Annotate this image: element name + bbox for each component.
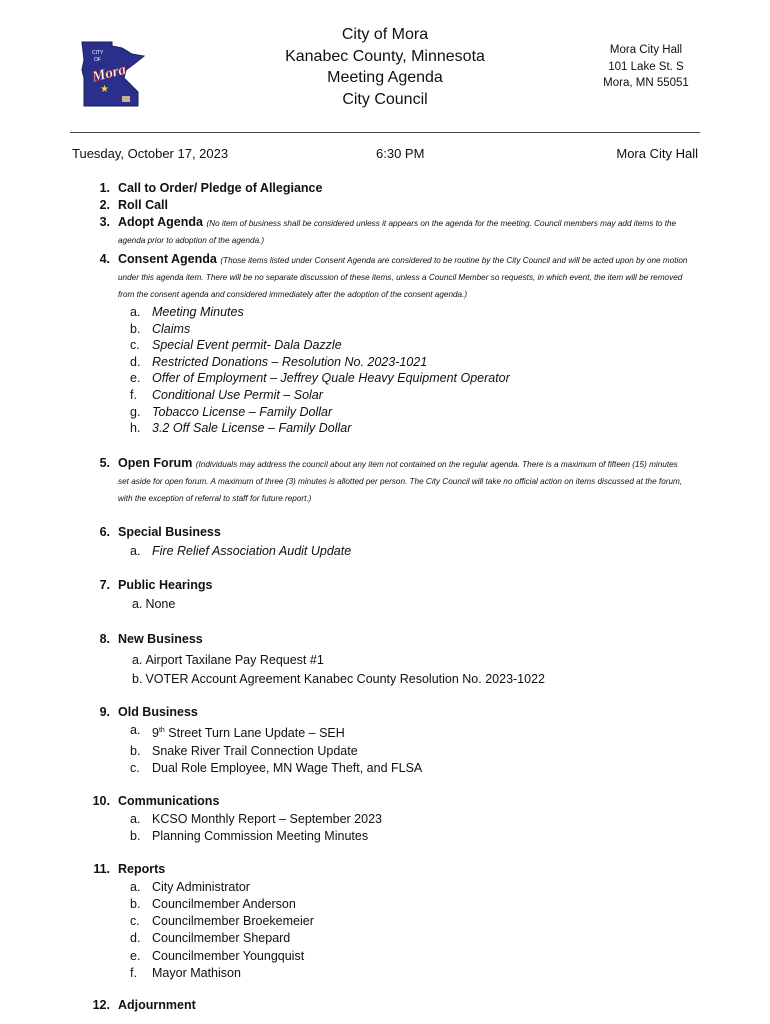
item-number: 10. xyxy=(92,793,110,808)
special-business-sublist xyxy=(118,543,690,560)
agenda-item xyxy=(70,997,690,1014)
item-number: 3. xyxy=(99,215,110,229)
sub-text: Street Turn Lane Update – SEH xyxy=(164,726,345,741)
item-title: New Business xyxy=(118,631,203,646)
sub-item xyxy=(118,760,690,778)
city-hall-address xyxy=(590,42,702,92)
agenda-item xyxy=(70,197,690,214)
meeting-type: Meeting Agenda xyxy=(327,69,443,86)
sub-item xyxy=(118,965,690,982)
communications-sublist xyxy=(118,811,690,846)
sub-letter: f. xyxy=(130,966,137,981)
agenda-item xyxy=(70,214,690,248)
item-number: 9. xyxy=(99,704,110,719)
sub-text: 3.2 Off Sale License – Family Dollar xyxy=(152,421,352,436)
sub-text: None xyxy=(145,597,176,612)
sub-letter: b. xyxy=(130,321,141,336)
sub-text: Claims xyxy=(152,321,191,336)
item-title: Adopt Agenda xyxy=(118,215,203,229)
item-number: 8. xyxy=(99,631,110,646)
sub-letter: a. xyxy=(130,543,141,558)
sub-item xyxy=(118,404,690,421)
sub-letter: c. xyxy=(130,761,140,776)
sub-text: Planning Commission Meeting Minutes xyxy=(152,829,369,844)
item-title: Call to Order/ Pledge of Allegiance xyxy=(118,181,323,195)
item-title: Roll Call xyxy=(118,198,169,212)
reports-sublist xyxy=(118,879,690,983)
sub-text: Offer of Employment – Jeffrey Quale Heavy Equipment Operator xyxy=(152,371,510,386)
agenda-list xyxy=(70,180,690,1014)
sub-letter: b. xyxy=(132,671,143,686)
sub-letter: c. xyxy=(130,914,140,929)
sub-item xyxy=(118,879,690,896)
item-note: (Those items listed under Consent Agenda are considered to be routine by the City Council and will be acted upon by one motion under this agenda item. There will be no separate discussion of these items, unless a Council Member so requests, in which event, the item will be removed from the consent agenda and considered immediately after the adoption of the consent agenda.) xyxy=(118,256,688,299)
sub-text: Tobacco License – Family Dollar xyxy=(152,404,333,419)
item-title: Special Business xyxy=(118,524,221,539)
sub-item xyxy=(118,930,690,947)
new-business-sublist xyxy=(118,651,690,689)
agenda-item xyxy=(70,631,690,689)
sub-letter: a. xyxy=(130,879,141,894)
sub-letter: b. xyxy=(130,743,141,758)
sub-item xyxy=(118,948,690,965)
sub-text: Special Event permit- Dala Dazzle xyxy=(152,338,342,353)
svg-text:Mora: Mora xyxy=(90,61,128,86)
agenda-item xyxy=(70,251,690,437)
item-number: 11. xyxy=(93,861,110,876)
item-note: (Individuals may address the council about any item not contained on the regular agenda. There is a maximum of fifteen (15) minutes set aside for open forum. A maximum of three (3) minutes is allotted per person. The City Council will take no official action on items discussed at the forum, with the exception of referral to staff for future report.) xyxy=(118,459,683,503)
item-title: Old Business xyxy=(118,704,198,719)
sub-text: Snake River Trail Connection Update xyxy=(152,743,358,758)
sub-text: Dual Role Employee, MN Wage Theft, and FLSA xyxy=(152,761,423,776)
agenda-item xyxy=(70,793,690,846)
meeting-title-block xyxy=(250,24,520,110)
item-title: Consent Agenda xyxy=(118,252,217,266)
agenda-item xyxy=(70,455,690,506)
sub-text: Restricted Donations – Resolution No. 2023-1021 xyxy=(152,354,428,369)
item-title: Public Hearings xyxy=(118,578,213,593)
header-divider xyxy=(70,132,700,133)
public-hearings-sublist xyxy=(118,596,690,613)
sub-item xyxy=(118,896,690,913)
address-line: Mora City Hall xyxy=(609,44,683,56)
agenda-item xyxy=(70,577,690,613)
sub-item xyxy=(118,321,690,338)
sub-text: City Administrator xyxy=(152,879,250,894)
sub-letter: f. xyxy=(130,387,137,402)
item-title: Open Forum xyxy=(118,455,193,470)
sub-text: VOTER Account Agreement Kanabec County Resolution No. 2023-1022 xyxy=(145,671,545,686)
agenda-item xyxy=(70,704,690,778)
sub-item xyxy=(118,596,690,613)
sub-text: Mayor Mathison xyxy=(152,966,241,981)
address-line: 101 Lake St. S xyxy=(608,60,684,73)
agenda-item xyxy=(70,524,690,560)
sub-text: Meeting Minutes xyxy=(152,305,244,319)
sub-item xyxy=(118,651,690,670)
item-number: 4. xyxy=(99,252,110,266)
item-number: 6. xyxy=(99,524,110,539)
sub-text: Airport Taxilane Pay Request #1 xyxy=(145,652,324,667)
sub-item xyxy=(118,387,690,404)
sub-item xyxy=(118,354,690,371)
sub-letter: d. xyxy=(130,354,141,369)
item-number: 2. xyxy=(99,198,110,212)
consent-sublist xyxy=(118,304,690,437)
sub-letter: a. xyxy=(130,811,141,826)
sub-letter: c. xyxy=(130,338,140,353)
sub-item xyxy=(118,722,690,743)
sub-item xyxy=(118,304,690,321)
county-state: Kanabec County, Minnesota xyxy=(285,47,485,65)
sub-letter: e. xyxy=(130,371,141,386)
sub-letter: a. xyxy=(132,652,143,667)
sub-text: Councilmember Youngquist xyxy=(152,948,305,963)
sub-letter: h. xyxy=(130,421,141,436)
sub-item xyxy=(118,743,690,761)
sub-letter: d. xyxy=(130,931,141,946)
sub-text: KCSO Monthly Report – September 2023 xyxy=(152,811,382,826)
sub-letter: a. xyxy=(132,597,143,612)
sub-text: Councilmember Shepard xyxy=(152,931,291,946)
sub-item xyxy=(118,337,690,354)
city-of-mora-logo xyxy=(78,40,146,108)
item-number: 5. xyxy=(99,455,110,470)
item-title: Communications xyxy=(118,793,220,808)
agenda-item xyxy=(70,180,690,197)
item-number: 7. xyxy=(99,578,110,593)
sub-text: Conditional Use Permit – Solar xyxy=(152,387,323,402)
sub-text: Fire Relief Association Audit Update xyxy=(152,543,352,558)
body-name: City Council xyxy=(342,90,428,108)
sub-text-number: 9 xyxy=(152,726,159,741)
sub-letter: a. xyxy=(130,305,141,319)
city-name: City of Mora xyxy=(341,26,429,43)
address-line: Mora, MN 55051 xyxy=(603,77,689,89)
agenda-item xyxy=(70,861,690,983)
sub-letter: b. xyxy=(130,896,141,911)
sub-item xyxy=(118,543,690,560)
meeting-location: Mora City Hall xyxy=(616,146,698,161)
sub-item xyxy=(118,670,690,689)
item-title: Reports xyxy=(118,861,166,876)
item-note: (No item of business shall be considered unless it appears on the agenda for the meeting. Council members may add items to the agenda prior to adoption of the agenda.) xyxy=(118,219,677,245)
item-number: 1. xyxy=(99,181,110,195)
sub-letter: b. xyxy=(130,829,141,844)
meeting-date: Tuesday, October 17, 2023 xyxy=(72,146,229,161)
meeting-time: 6:30 PM xyxy=(376,146,425,161)
sub-item xyxy=(118,811,690,829)
item-number: 12. xyxy=(92,998,110,1013)
svg-text:★: ★ xyxy=(100,84,109,95)
sub-letter: g. xyxy=(130,404,141,419)
sub-item xyxy=(118,370,690,387)
sub-item xyxy=(118,828,690,846)
sub-text: Councilmember Anderson xyxy=(152,896,296,911)
svg-text:OF: OF xyxy=(94,57,101,63)
old-business-sublist xyxy=(118,722,690,778)
sub-text: Councilmember Broekemeier xyxy=(152,914,314,929)
ordinal-suffix: th xyxy=(158,726,165,734)
svg-text:CITY: CITY xyxy=(92,50,104,56)
sub-letter: a. xyxy=(130,722,141,737)
sub-letter: e. xyxy=(130,948,141,963)
sub-item xyxy=(118,420,690,437)
sub-item xyxy=(118,913,690,930)
item-title: Adjournment xyxy=(118,998,196,1013)
